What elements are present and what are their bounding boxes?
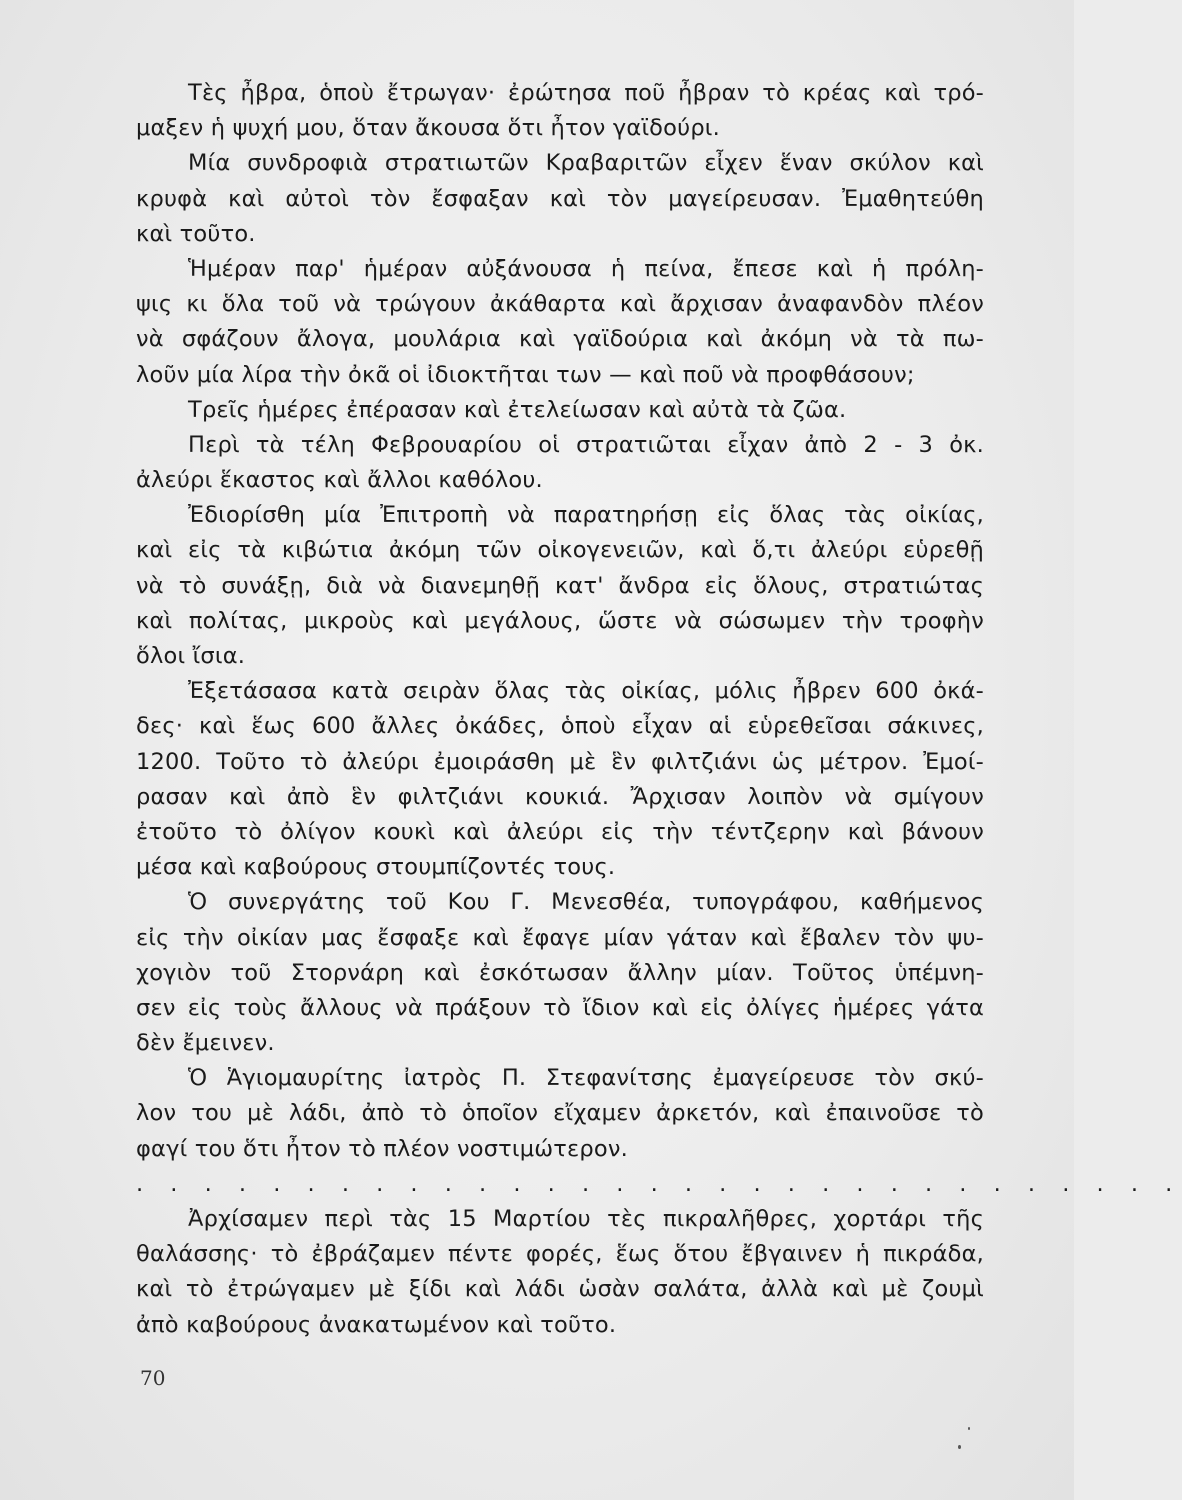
text-line: Τὲς ἦβρα, ὁποὺ ἔτρωγαν· ἐρώτησα ποῦ ἦβραν τὸ κρέας καὶ τρό-: [188, 80, 984, 106]
text-line: νὰ τὸ συνάξῃ, διὰ νὰ διανεμηθῇ κατ' ἄνδρα εἰς ὅλους, στρατιώτας: [136, 572, 984, 599]
text-line: 1200. Τοῦτο τὸ ἀλεύρι ἐμοιράσθη μὲ ἓν φιλτζιάνι ὡς μέτρον. Ἐμοί-: [136, 748, 984, 775]
text-line: ρασαν καὶ ἀπὸ ἓν φιλτζιάνι κουκιά. Ἄρχισαν λοιπὸν νὰ σμίγουν: [136, 783, 984, 810]
ink-speck: [958, 1445, 961, 1449]
text-line: Ὁ Ἁγιομαυρίτης ἰατρὸς Π. Στεφανίτσης ἐμαγείρευσε τὸν σκύ-: [188, 1065, 984, 1092]
text-line: εἰς τὴν οἰκίαν μας ἔσφαξε καὶ ἔφαγε μίαν γάταν καὶ ἔβαλεν τὸν ψυ-: [136, 924, 984, 951]
text-line: καὶ εἰς τὰ κιβώτια ἀκόμη τῶν οἰκογενειῶν, καὶ ὅ,τι ἀλεύρι εὑρεθῇ: [136, 537, 984, 564]
page-number: 70: [140, 1366, 166, 1390]
text-line: μαξεν ἡ ψυχή μου, ὅταν ἄκουσα ὅτι ἦτον γαϊδούρι.: [136, 115, 720, 142]
text-line: Ὁ συνεργάτης τοῦ Κου Γ. Μενεσθέα, τυπογράφου, καθήμενος: [188, 889, 984, 916]
text-line: δὲν ἔμεινεν.: [136, 1030, 275, 1057]
text-line: καὶ τοῦτο.: [136, 220, 256, 247]
text-line: φαγί του ὅτι ἦτον τὸ πλέον νοστιμώτερον.: [136, 1135, 628, 1162]
text-line: νὰ σφάζουν ἄλογα, μουλάρια καὶ γαϊδούρια καὶ ἀκόμη νὰ τὰ πω-: [136, 326, 984, 353]
text-line: Περὶ τὰ τέλη Φεβρουαρίου οἱ στρατιῶται εἶχαν ἀπὸ 2 - 3 ὀκ.: [188, 431, 984, 458]
body-text: [136, 76, 1182, 1343]
text-line: ἀλεύρι ἕκαστος καὶ ἄλλοι καθόλου.: [136, 467, 543, 494]
text-line: καὶ τὸ ἐτρώγαμεν μὲ ξίδι καὶ λάδι ὡσὰν σαλάτα, ἀλλὰ καὶ μὲ ζουμὶ: [136, 1276, 984, 1303]
text-line: δες· καὶ ἕως 600 ἄλλες ὀκάδες, ὁποὺ εἶχαν αἱ εὑρεθεῖσαι σάκινες,: [136, 713, 984, 740]
text-line: χογιὸν τοῦ Στορνάρη καὶ ἐσκότωσαν ἄλλην μίαν. Τοῦτος ὑπέμνη-: [136, 959, 984, 986]
text-line: ψις κι ὅλα τοῦ νὰ τρώγουν ἀκάθαρτα καὶ ἄρχισαν ἀναφανδὸν πλέον: [136, 291, 984, 318]
text-line: ἐτοῦτο τὸ ὀλίγον κουκὶ καὶ ἀλεύρι εἰς τὴν τέντζερην καὶ βάνουν: [136, 818, 984, 845]
text-line: Ἐδιορίσθη μία Ἐπιτροπὴ νὰ παρατηρήσῃ εἰς ὅλας τὰς οἰκίας,: [188, 502, 984, 529]
text-line: καὶ πολίτας, μικροὺς καὶ μεγάλους, ὥστε νὰ σώσωμεν τὴν τροφὴν: [136, 607, 984, 634]
text-line: Ἡμέραν παρ' ἡμέραν αὐξάνουσα ἡ πείνα, ἔπεσε καὶ ἡ πρόλη-: [188, 255, 984, 282]
text-line: κρυφὰ καὶ αὐτοὶ τὸν ἔσφαξαν καὶ τὸν μαγείρευσαν. Ἐμαθητεύθη: [136, 185, 984, 212]
text-line: λον του μὲ λάδι, ἀπὸ τὸ ὁποῖον εἴχαμεν ἀρκετόν, καὶ ἐπαινοῦσε τὸ: [136, 1100, 984, 1127]
text-line: ἀπὸ καβούρους ἀνακατωμένον καὶ τοῦτο.: [136, 1311, 617, 1338]
text-line: ὅλοι ἴσια.: [136, 643, 246, 669]
text-line: μέσα καὶ καβούρους στουμπίζοντές τους.: [136, 854, 616, 881]
text-line: θαλάσσης· τὸ ἐβράζαμεν πέντε φορές, ἕως ὅτου ἔβγαινεν ἡ πικράδα,: [136, 1241, 984, 1268]
text-line: σεν εἰς τοὺς ἄλλους νὰ πράξουν τὸ ἴδιον καὶ εἰς ὀλίγες ἡμέρες γάτα: [136, 994, 984, 1021]
text-line: λοῦν μία λίρα τὴν ὀκᾶ οἱ ἰδιοκτῆται των — καὶ ποῦ νὰ προφθάσουν;: [136, 361, 915, 388]
text-line: Τρεῖς ἡμέρες ἐπέρασαν καὶ ἐτελείωσαν καὶ αὐτὰ τὰ ζῶα.: [188, 396, 847, 423]
text-line: Ἀρχίσαμεν περὶ τὰς 15 Μαρτίου τὲς πικραλῆθρες, χορτάρι τῆς: [188, 1206, 984, 1232]
ellipsis-separator: . . . . . . . . . . . . . . . . . . . . . . . . . . . . . . .: [136, 1170, 1182, 1197]
ink-speck: [968, 1427, 970, 1430]
text-line: Μία συνδροφιὰ στρατιωτῶν Κραβαριτῶν εἶχεν ἕναν σκύλον καὶ: [188, 150, 984, 177]
text-line: Ἐξετάσασα κατὰ σειρὰν ὅλας τὰς οἰκίας, μόλις ἦβρεν 600 ὀκά-: [188, 678, 984, 705]
